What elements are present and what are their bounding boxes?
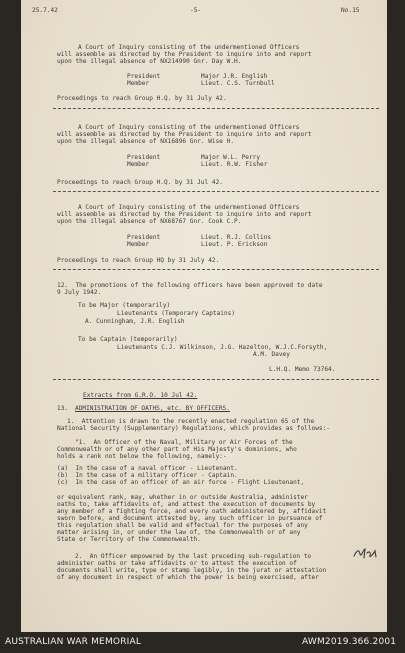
para2-line: administer oaths or take affidavits or to attest the execution of [57,560,297,567]
inquiry3-member-name: Lieut. P. Erickson [201,241,268,248]
inquiry1-president-role: President [127,73,161,80]
rank-item: (a) In the case of a naval officer - Lieutenant. [57,465,238,472]
inquiry1-line: upon the illegal absence of NX214990 Gnr. Day W.H. [57,58,242,65]
inquiry2-proceedings: Proceedings to reach Group H.Q. by 31 Jul 42. [57,179,223,186]
rank-item: (b) In the case of a military officer - Captain. [57,472,238,479]
captain-names: A.M. Davey [253,351,290,358]
inquiry2-member-role: Member [127,161,150,168]
captain-heading: To be Captain (temporarily) [78,336,178,343]
inquiry3-proceedings: Proceedings to reach Group HQ by 31 July 42. [57,257,220,264]
item-title: ADMINISTRATION OF OATHS, etc. BY OFFICERS. [75,405,230,412]
inquiry2-president-role: President [127,154,161,161]
inquiry3-line: upon the illegal absence of NX68767 Gnr. Cook C.P. [57,218,242,225]
section-divider [53,269,379,270]
rank-item: (c) In the case of an officer of an air force - Flight Lieutenant, [57,479,305,486]
memo-reference: L.H.Q. Memo 73764. [269,366,336,373]
section-divider [53,191,379,192]
inquiry3-line: will assemble as directed by the President to inquire into and report [57,211,312,218]
major-sub: Lieutenants (Temporary Captains) [117,310,236,317]
inquiry3-president-role: President [127,234,161,241]
header-page: -5- [190,7,202,14]
para2-line: documents shall write, type or stamp legibly, in the jurat or attestation [57,567,327,574]
para1-cont-line: matter arising in, or under the law of, the Commonwealth or of any [57,529,301,536]
inquiry2-line: will assemble as directed by the President to inquire into and report [57,131,312,138]
captain-names: Lieutenants C.J. Wilkinson, J.G. Hazelton, W.J.C.Forsyth, [117,344,328,351]
inquiry3-line: A Court of Inquiry consisting of the undermentioned Officers [78,204,300,211]
header-date: 25.7.42 [32,7,58,14]
handwritten-initials [351,544,381,562]
inquiry1-president-name: Major J.R. English [201,73,268,80]
para1-cont-line: sworn before, and document attested by, any such officer in pursuance of [57,515,323,522]
para2-line: of any document in respect of which the power is being exercised, after [57,574,319,581]
para1-cont-line: this regulation shall be valid and effectual for the purposes of any [57,522,308,529]
inquiry2-line: A Court of Inquiry consisting of the undermentioned Officers [78,124,300,131]
para1-cont-line: or equivalent rank, may, whether in or outside Australia, administer [57,494,308,501]
inquiry2-president-name: Major W.L. Perry [201,154,261,161]
para1-cont-line: State or Territory of the Commonwealth. [57,536,201,543]
inquiry1-line: A Court of Inquiry consisting of the undermentioned Officers [78,44,300,51]
extracts-heading: Extracts from G.R.O. 10 Jul 42. [83,392,198,399]
document-page [21,0,387,632]
major-names: A. Cunningham, J.R. English [85,318,185,325]
inquiry1-proceedings: Proceedings to reach Group H.Q. by 31 July 42. [57,95,227,102]
inquiry2-member-name: Lieut. R.W. Fisher [201,161,268,168]
inquiry3-member-role: Member [127,241,150,248]
para1-line: 1. Attention is drawn to the recently enacted regulation 65 of the [67,418,315,425]
section-divider [53,108,379,109]
quote1-line: holds a rank not below the following, namely:- [57,453,227,460]
section-divider [53,379,379,380]
header-number: No.15 [341,7,360,14]
major-heading: To be Major (temporarily) [78,302,171,309]
inquiry2-line: upon the illegal absence of NX16896 Gnr. Wise H. [57,138,235,145]
footer-accession-number: AWM2019.366.2001 [302,637,397,647]
promotions-intro: 9 July 1942. [57,289,102,296]
para2-line: 2. An Officer empowered by the last preceding sub-regulation to [75,553,312,560]
inquiry1-member-role: Member [127,80,150,87]
para1-cont-line: oaths to, take affidavits of, and attest the execution of documents by [57,501,316,508]
inquiry1-line: will assemble as directed by the President to inquire into and report [57,51,312,58]
para1-line: National Security (Supplementary) Regulations, which provides as follows:- [57,425,330,432]
item-number: 13. [57,405,69,412]
inquiry1-member-name: Lieut. C.S. Turnbull [201,80,275,87]
promotions-intro: 12. The promotions of the following officers have been approved to date [57,282,323,289]
archive-footer [0,632,405,653]
footer-institution: AUSTRALIAN WAR MEMORIAL [5,637,142,647]
quote1-line: "1. An Officer of the Naval, Military or Air Forces of the [75,439,293,446]
para1-cont-line: any member of a fighting force, and every oath administered by, affidavit [57,508,327,515]
inquiry3-president-name: Lieut. R.J. Collins [201,234,272,241]
quote1-line: Commonwealth or of any other part of His Majesty's dominions, who [57,446,297,453]
